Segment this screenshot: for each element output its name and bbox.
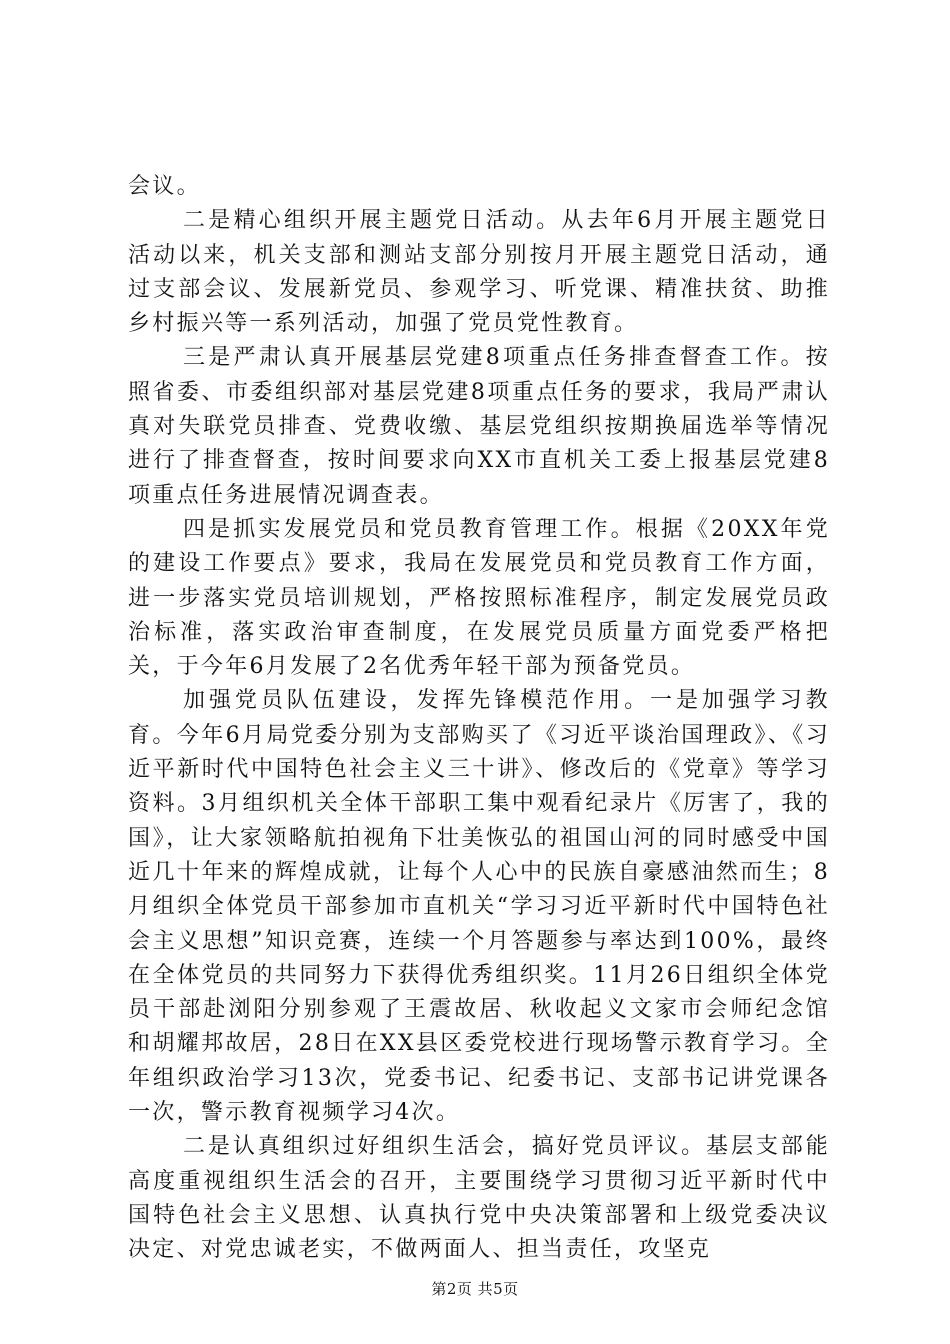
paragraph-member-development: 四是抓实发展党员和党员教育管理工作。根据《20XX年党的建设工作要点》要求，我局在发展党员和党员教育工作方面，进一步落实党员培训规划，严格按照标准程序，制定发展党员政治标准，落实政治审查制度，在发展党员质量方面党委严格把关，于今年6月发展了2名优秀年轻干部为预备党员。: [128, 516, 830, 680]
paragraph-continuation: 会议。: [128, 174, 201, 199]
document-body: [128, 170, 830, 1268]
paragraph-inspection-tasks: 三是严肃认真开展基层党建8项重点任务排查督查工作。按照省委、市委组织部对基层党建8项重点任务的要求，我局严肃认真对失联党员排查、党费收缴、基层党组织按期换届选举等情况进行了排查督查，按时间要求向XX市直机关工委上报基层党建8项重点任务进展情况调查表。: [128, 345, 830, 508]
paragraph-team-building: 加强党员队伍建设，发挥先锋模范作用。一是加强学习教育。今年6月局党委分别为支部购买了《习近平谈治国理政》、《习近平新时代中国特色社会主义三十讲》、修改后的《党章》等学习资料。3月组织机关全体干部职工集中观看纪录片《厉害了，我的国》，让大家领略航拍视角下壮美恢弘的祖国山河的同时感受中国近几十年来的辉煌成就，让每个人心中的民族自豪感油然而生；8月组织全体党员干部参加市直机关“学习习近平新时代中国特色社会主义思想”知识竞赛，连续一个月答题参与率达到100%，最终在全体党员的共同努力下获得优秀组织奖。11月26日组织全体党员干部赴浏阳分别参观了王震故居、秋收起义文家市会师纪念馆和胡耀邦故居，28日在XX县区委党校进行现场警示教育学习。全年组织政治学习13次，党委书记、纪委书记、支部书记讲党课各一次，警示教育视频学习4次。: [128, 688, 830, 1126]
paragraph-theme-party-day: 二是精心组织开展主题党日活动。从去年6月开展主题党日活动以来，机关支部和测站支部分别按月开展主题党日活动，通过支部会议、发展新党员、参观学习、听党课、精准扶贫、助推乡村振兴等一系列活动，加强了党员党性教育。: [128, 208, 830, 337]
paragraph-organization-life: 二是认真组织过好组织生活会，搞好党员评议。基层支部能高度重视组织生活会的召开，主要围绕学习贯彻习近平新时代中国特色社会主义思想、认真执行党中央决策部署和上级党委决议决定、对党忠诚老实，不做两面人、担当责任，攻坚克: [128, 1134, 830, 1263]
page-number-footer: 第2页 共5页: [431, 1280, 519, 1298]
